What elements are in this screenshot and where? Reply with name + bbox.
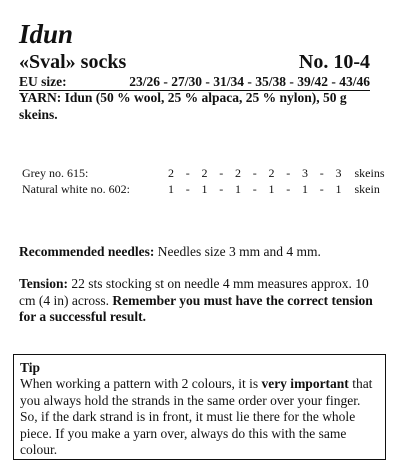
tip-text-end: that you always hold the strands in the same order over your finger. So, if the dark strand is in front, it must lie there for the whole piece. If you make a yarn over, always do this with the same colour. (20, 376, 373, 458)
tension-emphasis: Remember you must have the correct tension for a successful result. (19, 292, 373, 324)
size-separator: - (219, 182, 224, 196)
yarn-description: YARN: Idun (50 % wool, 25 % alpaca, 25 % nylon), 50 g skeins. (19, 90, 347, 122)
size-separator: - (185, 182, 190, 196)
size-separator: - (252, 166, 257, 180)
tip-title: Tip (20, 360, 41, 375)
size-separator: - (185, 166, 190, 180)
skein-amount: 1 (168, 182, 174, 196)
skein-amount: 1 (302, 182, 308, 196)
skein-amount: 1 (201, 182, 208, 196)
yarn-colour-label: Natural white no. 602: (22, 182, 130, 196)
skein-amount: 2 (201, 166, 208, 180)
size-separator: - (286, 182, 291, 196)
yarn-row (22, 165, 385, 181)
size-label: EU size: (19, 74, 67, 89)
skein-amount: 1 (235, 182, 241, 196)
skein-amount: 2 (268, 166, 275, 180)
tip-emphasis: very important (261, 376, 349, 392)
skein-amount: 2 (235, 166, 241, 180)
size-row (19, 74, 370, 91)
tip-text-start: When working a pattern with 2 colours, it is (20, 376, 262, 392)
size-separator: - (319, 166, 324, 180)
tension-paragraph (19, 276, 379, 326)
yarn-amount-table (22, 165, 385, 197)
brand-title: Idun (19, 19, 74, 49)
skein-amount: 1 (268, 182, 275, 196)
size-separator: - (319, 182, 324, 196)
size-list: 23/26 - 27/30 - 31/34 - 35/38 - 39/42 - 43/46 (129, 74, 370, 89)
tension-label: Tension: (19, 276, 69, 291)
yarn-colour-label: Grey no. 615: (22, 166, 89, 180)
skein-unit: skein (354, 182, 380, 196)
skein-amount: 3 (335, 166, 342, 180)
size-separator: - (286, 166, 291, 180)
size-separator: - (219, 166, 224, 180)
yarn-row (22, 181, 385, 197)
needles-paragraph (19, 244, 321, 261)
size-separator: - (252, 182, 257, 196)
tension-text: 22 sts stocking st on needle 4 mm measures approx. 10 cm (4 in) across. (19, 276, 369, 308)
pattern-number: No. 10-4 (298, 51, 370, 73)
needles-label: Recommended needles: (19, 244, 155, 259)
tip-box (13, 354, 386, 460)
design-name: «Sval» socks (19, 51, 127, 73)
skein-amount: 2 (168, 166, 174, 180)
skein-amount: 1 (335, 182, 342, 196)
pattern-title-row (19, 51, 370, 73)
skein-unit: skeins (354, 166, 385, 180)
needles-text: Needles size 3 mm and 4 mm. (154, 244, 321, 259)
skein-amount: 3 (302, 166, 308, 180)
